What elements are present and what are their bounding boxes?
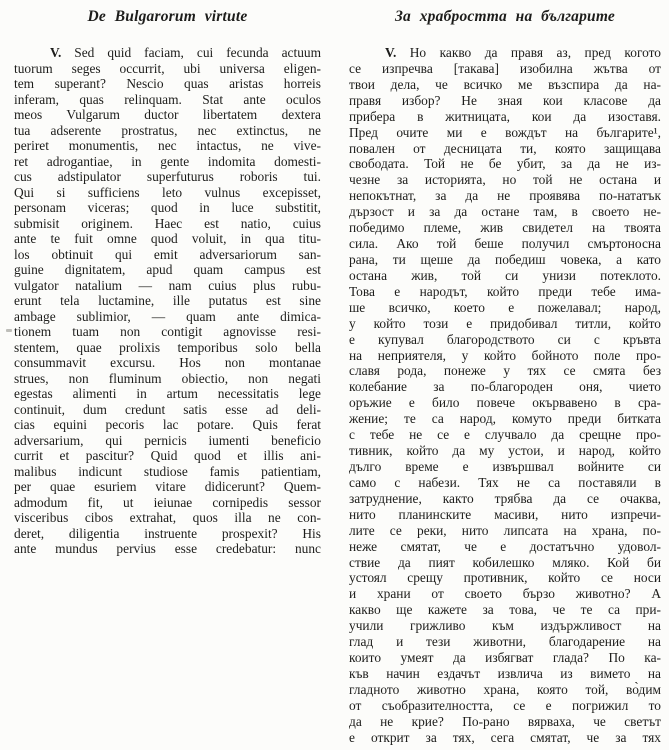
latin-column-heading: De Bulgarorum virtute xyxy=(87,8,248,25)
text-line: ante mundus pervius esse credebatur: nunc xyxy=(14,541,321,556)
text-line: свободата. Той не бе убит, за да не из- xyxy=(349,156,661,172)
text-line: malibus indicunt studiose famis patientiam, xyxy=(14,463,321,479)
text-line: tionem tuam non contigit agnovisse resi- xyxy=(14,324,321,339)
text-line: чезне за историята, но той не остана и xyxy=(349,172,661,188)
text-line: оръжие е било повече окървавено в сра- xyxy=(349,395,661,411)
text-line: само с набези. Тях не са поставяли в xyxy=(349,474,661,490)
text-line: глад и тези животни, благодарение на xyxy=(349,634,661,650)
text-line: meos Vulgarum ductor libertatem dextera xyxy=(14,107,321,122)
text-line: deret, diligentia instruente prospexit? His xyxy=(14,525,321,541)
bulgarian-column-heading: За храбростта на българите xyxy=(394,8,616,25)
text-line: учили грижливо към издържливост на xyxy=(349,618,661,634)
text-line: е купувал благородството си с кръвта xyxy=(349,331,661,347)
text-line: personam viceras; quod in luce substitit, xyxy=(14,200,321,215)
text-line: ствие да пият кобилешко мляко. Кой би xyxy=(349,554,661,570)
bulgarian-column xyxy=(349,8,661,746)
text-line: guine dignitatem, apud quam campus est xyxy=(14,262,321,277)
text-line: нито планинските масиви, нито изпречи- xyxy=(349,506,661,522)
text-line: currit et pascitur? Quid quod et illis ani- xyxy=(14,448,321,463)
text-line: устоял срещу противник, който се носи xyxy=(349,570,661,586)
text-line: los obtinuit qui emit adversariorum san- xyxy=(14,246,321,262)
text-line: per quae esuriem vitare didicerunt? Quem- xyxy=(14,479,321,494)
text-line: ambage sublimior, — quam ante dimica- xyxy=(14,308,321,324)
text-line: adversarium, qui pernicis iumenti beneficio xyxy=(14,432,321,448)
text-line: гладното животно храна, която той, во̀дим xyxy=(349,681,661,697)
text-line: tem superant? Nescio quas aristas horreis xyxy=(14,76,321,91)
text-line: да не крие? По-рано вярваха, че светът xyxy=(349,713,661,729)
text-line: tuorum seges occurrit, ubi universa eligen- xyxy=(14,60,321,76)
text-line: vulgator natalium — nam cuius plus rubu- xyxy=(14,277,321,293)
text-line: continuit, dum credunt satis esse ad deli- xyxy=(14,401,321,417)
latin-text-block xyxy=(14,45,321,557)
text-line: Пред очите ми е вождът на българите¹, xyxy=(349,124,661,140)
text-line: на неприятеля, у който бойното поле про- xyxy=(349,347,661,363)
text-line: победимо племе, жив свидетел на твоята xyxy=(349,220,661,236)
text-line: Qui si sufficiens leto vulnus excepisset, xyxy=(14,184,321,200)
text-line: inferam, quas relinquam. Stat ante oculos xyxy=(14,91,321,107)
text-line: тивник, който да му устои, и народ, който xyxy=(349,443,661,459)
text-line: дълго време е извършвал войните си xyxy=(349,458,661,474)
text-line: които умеят да избягват глада? По ка- xyxy=(349,650,661,666)
text-line: Това е народът, който преди тебе има- xyxy=(349,283,661,299)
text-line: periret monumentis, nec intactus, ne vive- xyxy=(14,138,321,153)
text-line: прибера в житницата, кои да изоставя. xyxy=(349,108,661,124)
text-line: се изпречва [такава] изобилна жътва от xyxy=(349,60,661,76)
text-line: stentem, quae prolixis temporibus solo bella xyxy=(14,339,321,355)
text-line: strues, non fluminum obiectio, non negati xyxy=(14,370,321,386)
text-line: къв начин ездачът извлича из вимето на xyxy=(349,665,661,681)
text-line: правя избор? Не зная кои класове да xyxy=(349,92,661,108)
text-line: у който този е придобивал титли, който xyxy=(349,315,661,331)
text-line: е открит за тях, сега смятат, че за тях xyxy=(349,729,661,745)
text-line: ante te fuit omne quod voluit, in qua titu- xyxy=(14,231,321,246)
text-line: admodum fit, ut ieiunae cornipedis sessor xyxy=(14,494,321,510)
text-line: egestas alimenti in artum necessitatis lege xyxy=(14,386,321,401)
text-line: затруднение, както трябва да се очаква, xyxy=(349,490,661,506)
text-line: остана жив, той си унизи потеклото. xyxy=(349,267,661,283)
text-line: tua adserente prostratus, nec extinctus, ne xyxy=(14,122,321,138)
text-line: consummavit excursu. Hos non montanae xyxy=(14,355,321,370)
bulgarian-text-block xyxy=(349,45,661,746)
text-line: cias equini pecoris lac potare. Quis ferat xyxy=(14,417,321,432)
text-line: и храни от своето бързо животно? А xyxy=(349,586,661,602)
text-line: непокътнат, за да не проявява по-нататък xyxy=(349,188,661,204)
text-line: лите се реки, нито липсата на храна, по- xyxy=(349,522,661,538)
text-line: дързост и за да остане там, в своето не- xyxy=(349,204,661,220)
text-line: от съобразителността, се е погрижил то xyxy=(349,697,661,713)
text-line: с тебе не се е случвало да срещне про- xyxy=(349,427,661,443)
text-line: повален от десницата ти, която защищава xyxy=(349,140,661,156)
text-line: erunt tela luctamine, ille putatus est sine xyxy=(14,293,321,308)
text-line: V. Sed quid faciam, cui fecunda actuum xyxy=(50,45,321,60)
text-line: какво ще кажете за това, че те са при- xyxy=(349,602,661,618)
text-line: ше всичко, което е пожелавал; народ, xyxy=(349,299,661,315)
text-line: сила. Ако той беше получил смъртоносна xyxy=(349,236,661,252)
text-line: visceribus cibos extrahat, quos illa ne con- xyxy=(14,510,321,525)
text-line: твои дела, че всичко ме възспира да на- xyxy=(349,76,661,92)
latin-column xyxy=(14,8,321,557)
text-line: submisit originem. Haec est natio, cuius xyxy=(14,215,321,231)
text-line: рана, ти щеше да победиш човека, а като xyxy=(349,251,661,267)
text-line: V. Но какво да правя аз, пред когото xyxy=(385,45,661,60)
text-line: колебание за по-благороден оня, чието xyxy=(349,379,661,395)
text-line: жение; те са народ, комуто преди битката xyxy=(349,411,661,427)
text-line: славя рода, понеже у тях се смята без xyxy=(349,363,661,379)
text-line: ret adrogantiae, in gente indomita domesti- xyxy=(14,153,321,169)
scan-speck xyxy=(6,329,12,332)
text-line: cus adstipulator superfuturus roboris tui. xyxy=(14,169,321,184)
text-line: неже смятат, че е достатъчно удовол- xyxy=(349,538,661,554)
